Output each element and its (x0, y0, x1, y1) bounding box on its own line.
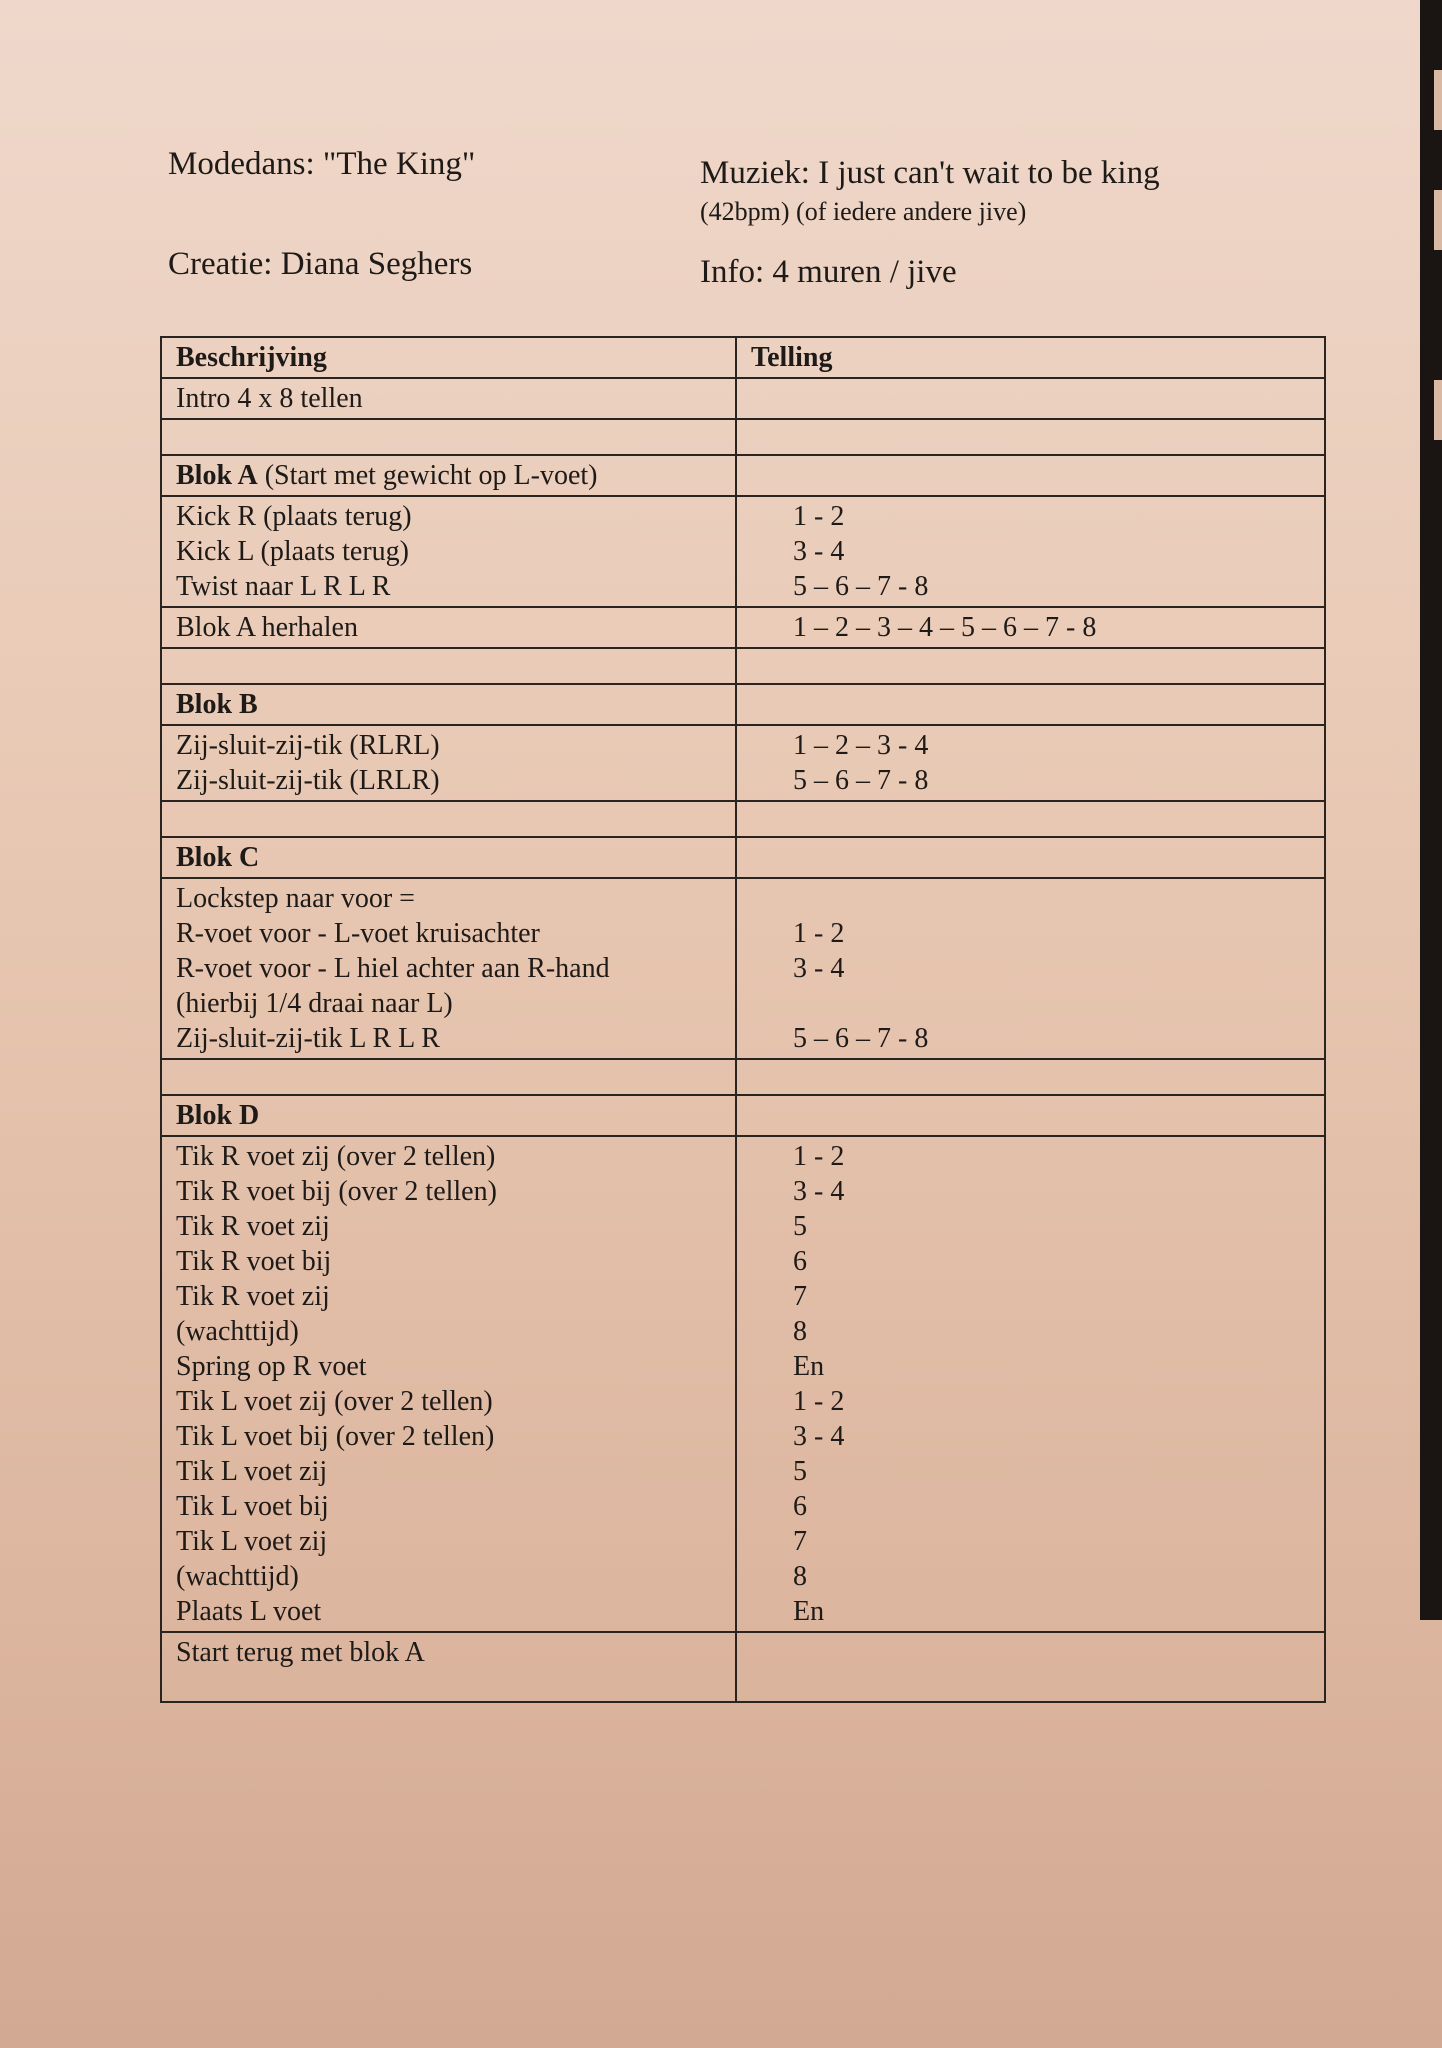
intro-row (161, 378, 1325, 419)
blok-a-title-row (161, 455, 1325, 496)
list-item: Twist naar L R L R (176, 571, 391, 602)
count-item: 1 - 2 (793, 501, 845, 532)
list-item: Zij-sluit-zij-tik (LRLR) (176, 765, 440, 796)
blok-b-steps-row (161, 725, 1325, 801)
blok-d-title: Blok D (161, 1095, 736, 1136)
list-item: Tik L voet bij (over 2 tellen) (176, 1421, 495, 1452)
list-item: Tik R voet bij (over 2 tellen) (176, 1176, 497, 1207)
count-item: 8 (793, 1561, 807, 1592)
list-item: (wachttijd) (176, 1561, 299, 1592)
blok-c-title-row (161, 837, 1325, 878)
count-item: 6 (793, 1246, 807, 1277)
list-item: R-voet voor - L-voet kruisachter (176, 918, 540, 949)
list-item: Zij-sluit-zij-tik L R L R (176, 1023, 440, 1054)
list-item: Tik R voet bij (176, 1246, 332, 1277)
dance-table (160, 336, 1326, 1703)
count-item: 1 - 2 (793, 918, 845, 949)
list-item: R-voet voor - L hiel achter aan R-hand (176, 953, 610, 984)
count-item: 1 - 2 (793, 1141, 845, 1172)
blok-c-title: Blok C (161, 837, 736, 878)
list-item: Kick R (plaats terug) (176, 501, 412, 532)
col-header-count: Telling (736, 337, 1325, 378)
count-item (793, 986, 1310, 1021)
count-item: 5 – 6 – 7 - 8 (793, 571, 929, 602)
intro-text: Intro 4 x 8 tellen (161, 378, 736, 419)
list-item: Tik R voet zij (176, 1281, 330, 1312)
table-header-row (161, 337, 1325, 378)
blok-b-title: Blok B (161, 684, 736, 725)
count-item: 7 (793, 1281, 807, 1312)
list-item: (wachttijd) (176, 1316, 299, 1347)
count-item: 1 - 2 (793, 1386, 845, 1417)
dance-title: Modedans: "The King" (168, 146, 476, 182)
count-item: 5 (793, 1456, 807, 1487)
blok-d-steps-row (161, 1136, 1325, 1632)
list-item: Tik L voet zij (176, 1526, 328, 1557)
list-item: Zij-sluit-zij-tik (RLRL) (176, 730, 440, 761)
list-item: Tik L voet zij (over 2 tellen) (176, 1386, 493, 1417)
count-item: 1 – 2 – 3 - 4 (793, 730, 929, 761)
count-item: 3 - 4 (793, 1421, 845, 1452)
list-item: Tik L voet bij (176, 1491, 329, 1522)
count-item: 8 (793, 1316, 807, 1347)
list-item: Lockstep naar voor = (176, 883, 415, 914)
ending-text: Start terug met blok A (161, 1632, 736, 1702)
ending-row (161, 1632, 1325, 1702)
blok-a-title: Blok A (Start met gewicht op L-voet) (161, 455, 736, 496)
blok-d-title-row (161, 1095, 1325, 1136)
count-item: 5 (793, 1211, 807, 1242)
list-item: Tik R voet zij (over 2 tellen) (176, 1141, 496, 1172)
count-item: 7 (793, 1526, 807, 1557)
blok-a-repeat-count: 1 – 2 – 3 – 4 – 5 – 6 – 7 - 8 (736, 607, 1325, 648)
blok-a-repeat: Blok A herhalen (161, 607, 736, 648)
blok-a-repeat-row (161, 607, 1325, 648)
list-item: Kick L (plaats terug) (176, 536, 409, 567)
col-header-description: Beschrijving (161, 337, 736, 378)
blok-b-title-row (161, 684, 1325, 725)
paper-edge (1420, 0, 1442, 1620)
list-item: Spring op R voet (176, 1351, 367, 1382)
blok-a-steps-row (161, 496, 1325, 607)
count-item: 6 (793, 1491, 807, 1522)
count-item: 5 – 6 – 7 - 8 (793, 1023, 929, 1054)
count-item: 3 - 4 (793, 1176, 845, 1207)
count-item: 3 - 4 (793, 953, 845, 984)
count-item: En (793, 1596, 825, 1627)
music-note: (42bpm) (of iedere andere jive) (700, 197, 1027, 226)
music-label: Muziek: I just can't wait to be king (700, 155, 1160, 191)
info-label: Info: 4 muren / jive (700, 254, 957, 290)
list-item: Plaats L voet (176, 1596, 322, 1627)
count-item: En (793, 1351, 825, 1382)
blok-c-steps-row (161, 878, 1325, 1059)
list-item: (hierbij 1/4 draai naar L) (176, 988, 453, 1019)
count-item: 3 - 4 (793, 536, 845, 567)
list-item: Tik L voet zij (176, 1456, 328, 1487)
list-item: Tik R voet zij (176, 1211, 330, 1242)
creator-label: Creatie: Diana Seghers (168, 246, 473, 282)
count-item (793, 881, 1310, 916)
count-item: 5 – 6 – 7 - 8 (793, 765, 929, 796)
